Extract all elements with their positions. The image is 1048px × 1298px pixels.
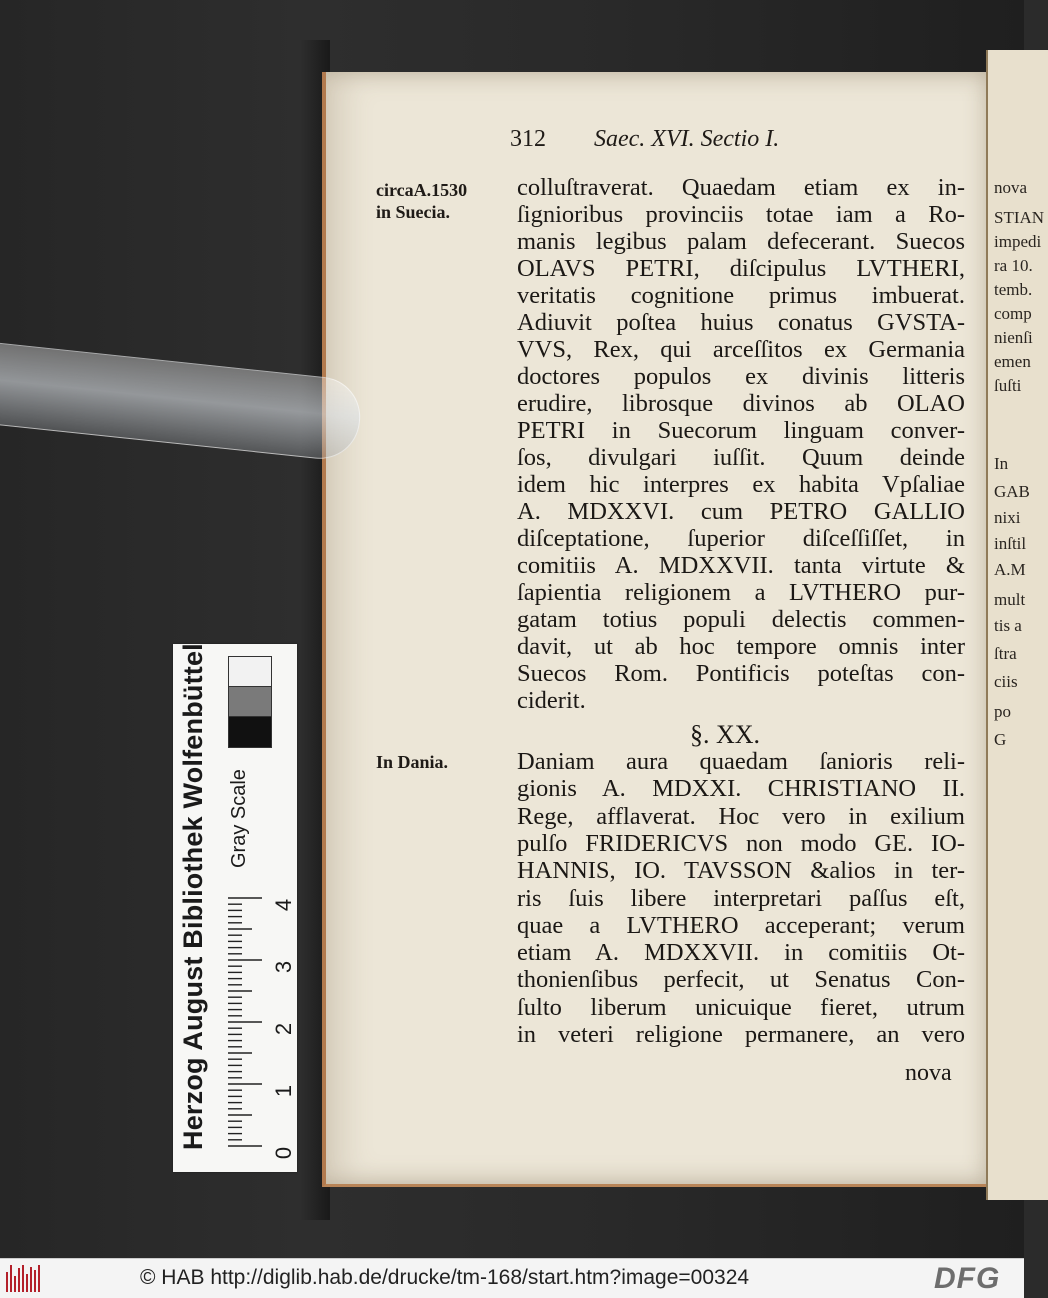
text-line: idem hic interpres ex habita Vpſaliae [517,471,965,498]
facing-page-fragment: temb. [994,280,1033,299]
scale-number: 2 [271,1022,297,1036]
text-line: Rege, afflaverat. Hoc vero in exilium [517,802,965,830]
margin-note: in Suecia. [376,202,451,222]
text-line: HANNIS, IO. TAVSSON &alios in ter- [517,857,965,885]
text-line: thonienſibus perfecit, ut Senatus Con- [517,966,965,994]
facing-page-fragment: mult [994,590,1026,609]
footer-url[interactable]: © HAB http://diglib.hab.de/drucke/tm-168/start.htm?image=00324 [140,1266,750,1289]
section-heading: §. XX. [690,720,761,749]
facing-page-edge [986,50,1048,1200]
gray-patch-mid [228,686,272,718]
facing-page-fragment: STIAN [994,208,1045,227]
facing-page-fragment: inſtil [994,534,1027,553]
text-line: pulſo FRIDERICVS non modo GE. IO- [517,829,965,857]
text-line: davit, ut ab hoc tempore omnis inter [517,633,965,660]
text-line: ſignioribus provinciis totae iam a Ro- [517,201,965,228]
facing-page-fragment: ſuſti [994,376,1022,395]
text-line: veritatis cognitione primus imbuerat. [517,282,965,309]
text-line: in veteri religione permanere, an vero [517,1021,965,1048]
text-line: Suecos Rom. Pontificis poteſtas con- [517,660,965,687]
gray-patch-black [228,716,272,748]
facing-page-fragment: G [994,730,1007,749]
text-line: gionis A. MDXXI. CHRISTIANO II. [517,775,965,803]
text-line: diſceptatione, ſuperior diſceſſiſſet, in [517,525,965,552]
centimeter-ruler [228,880,272,1156]
facing-page-fragment: nienſi [994,328,1033,347]
text-line: comitiis A. MDXXVII. tanta virtute & [517,552,965,579]
text-line: OLAVS PETRI, diſcipulus LVTHERI, [517,255,965,282]
text-line: Daniam aura quaedam ſanioris reli- [517,748,965,775]
facing-page-fragment: tis a [994,616,1022,635]
gray-patch-white [228,656,272,688]
facing-page-fragment: ra 10. [994,256,1033,275]
text-line: ris ſuis libere interpretari paſſus eſt, [517,884,965,912]
dfg-logo: DFG [934,1262,1001,1295]
facing-page-fragment: po [994,702,1011,721]
text-line: manis legibus palam defecerant. Suecos [517,228,965,255]
text-line: VVS, Rex, qui arceſſitos ex Germania [517,336,965,363]
page-number: 312 [510,126,546,152]
footer-bar [0,1258,1024,1298]
text-line: ſulto liberum unicuique fieret, utrum [517,993,965,1021]
scale-card-title: Herzog August Bibliothek Wolfenbüttel [178,643,208,1150]
scale-number: 3 [271,960,297,974]
margin-note: In Dania. [376,752,449,772]
text-line: ciderit. [517,687,586,714]
facing-page-fragment: ſtra [994,644,1017,663]
text-line: ſos, divulgari iuſſit. Quum deinde [517,444,965,471]
facing-page-fragment: In [994,454,1009,473]
facing-page-fragment: nova [994,178,1028,197]
scale-number: 4 [271,898,297,912]
text-line: Adiuvit poſtea huius conatus GVSTA- [517,309,965,336]
catchword: nova [905,1060,952,1086]
scale-number: 1 [271,1084,297,1098]
facing-page-fragment: emen [994,352,1031,371]
facing-page-fragment: impedi [994,232,1042,251]
text-line: gatam totius populi delectis commen- [517,606,965,633]
text-line: A. MDXXVI. cum PETRO GALLIO [517,498,965,525]
scale-number: 0 [271,1146,297,1160]
facing-page-fragment: nixi [994,508,1021,527]
facing-page-fragment: comp [994,304,1032,323]
running-head [510,126,779,153]
text-line: colluſtraverat. Quaedam etiam ex in- [517,174,965,201]
hab-logo-icon [6,1265,42,1292]
facing-page-fragment: GAB [994,482,1030,501]
text-line: etiam A. MDXXVII. in comitiis Ot- [517,939,965,967]
margin-note: circaA.1530 [376,180,468,200]
facing-page-fragment: ciis [994,672,1018,691]
text-line: quae a LVTHERO acceperant; verum [517,911,965,939]
text-line: ſapientia religionem a LVTHERO pur- [517,579,965,606]
gray-scale-label: Gray Scale [228,769,250,868]
facing-page-fragment: A.M [994,560,1026,579]
running-head-title: Saec. XVI. Sectio I. [594,126,780,152]
text-line: PETRI in Suecorum linguam conver- [517,417,965,444]
text-line: doctores populos ex divinis litteris [517,363,965,390]
text-line: erudire, librosque divinos ab OLAO [517,390,965,417]
